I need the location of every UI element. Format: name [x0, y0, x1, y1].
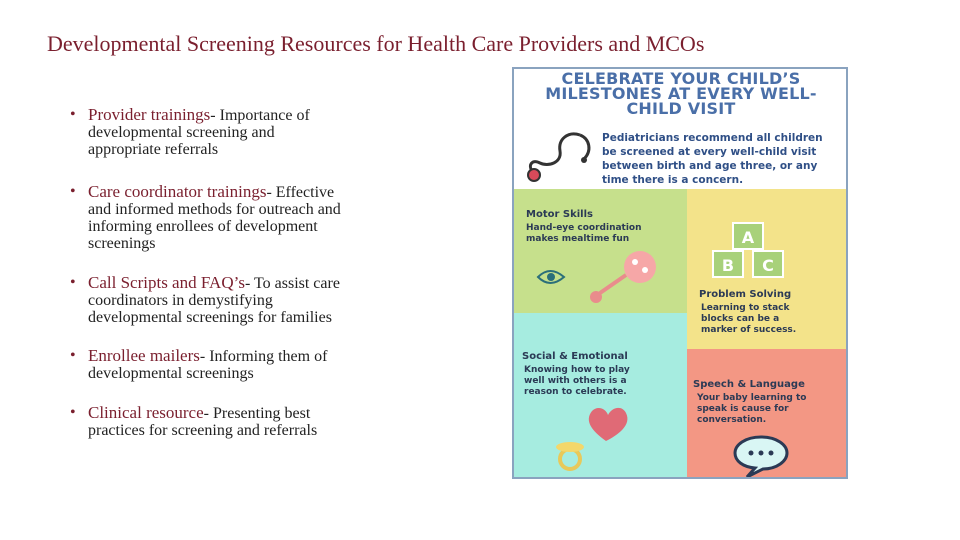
speech-language-panel [687, 349, 848, 479]
heart-and-pacifier-icon [548, 401, 648, 477]
speech-language-heading: Speech & Language [693, 379, 805, 390]
social-emotional-panel [514, 313, 687, 479]
bullet-dot-icon: • [70, 404, 76, 421]
headline-line: MILESTONES AT EVERY WELL- [545, 84, 817, 103]
speech-bubble-icon [731, 433, 791, 479]
bullet-text: developmental screenings for families [88, 309, 332, 326]
problem-solving-panel [687, 189, 848, 349]
social-line: reason to celebrate. [524, 387, 627, 397]
problem-line: Learning to stack [701, 303, 790, 313]
problem-solving-text [701, 303, 796, 336]
milestones-infographic [512, 67, 848, 479]
intro-line: Pediatricians recommend all children [602, 132, 823, 144]
bullet-text: developmental screenings [88, 365, 254, 382]
bullet-dot-icon: • [70, 274, 76, 291]
bullet-text: informing enrollees of development [88, 218, 318, 235]
block-c-label: C [762, 256, 774, 275]
problem-line: blocks can be a [701, 314, 780, 324]
problem-solving-heading: Problem Solving [699, 289, 792, 300]
abc-blocks-icon [709, 221, 799, 281]
eye-and-rattle-icon [534, 247, 674, 307]
headline-line: CHILD VISIT [626, 99, 736, 118]
block-a-label: A [741, 228, 755, 247]
bullet-provider-trainings [68, 106, 310, 158]
bullet-text: and informed methods for outreach and [88, 201, 341, 218]
speech-line: conversation. [697, 415, 767, 425]
social-emotional-text [524, 365, 630, 398]
social-emotional-heading: Social & Emotional [522, 351, 628, 362]
intro-line: time there is a concern. [602, 174, 744, 186]
bullet-text: screenings [88, 235, 156, 252]
motor-line: Hand-eye coordination [526, 223, 642, 233]
speech-language-text [697, 393, 806, 426]
bullet-highlight: Call Scripts and FAQ’s [88, 273, 245, 292]
bullet-text: - Informing them of [199, 348, 328, 365]
intro-line: between birth and age three, or any [602, 160, 818, 172]
stethoscope-icon [518, 129, 598, 185]
bullet-highlight: Enrollee mailers [88, 346, 200, 365]
speech-line: Your baby learning to [697, 393, 807, 403]
bullet-text: practices for screening and referrals [88, 422, 318, 439]
bullet-care-coordinator-trainings [68, 183, 341, 252]
intro-line: be screened at every well-child visit [602, 146, 817, 158]
bullet-dot-icon: • [70, 347, 76, 364]
block-b-label: B [721, 256, 735, 275]
headline-line: CELEBRATE YOUR CHILD’S [561, 69, 801, 88]
infographic-headline [514, 71, 848, 116]
motor-skills-heading: Motor Skills [526, 209, 593, 220]
bullet-text: - Presenting best [203, 405, 311, 422]
bullet-call-scripts [68, 274, 340, 326]
bullet-text: coordinators in demystifying [88, 292, 273, 309]
motor-skills-panel [514, 189, 687, 313]
bullet-highlight: Provider trainings [88, 105, 211, 124]
bullet-text: developmental screening and [88, 124, 275, 141]
problem-line: marker of success. [701, 325, 797, 335]
bullet-dot-icon: • [70, 183, 76, 200]
infographic-header [514, 69, 848, 189]
bullet-text: - Importance of [210, 107, 310, 124]
speech-line: speak is cause for [697, 404, 789, 414]
bullet-clinical-resource [68, 404, 317, 439]
social-line: Knowing how to play [524, 365, 630, 375]
bullet-dot-icon: • [70, 106, 76, 123]
page-title: Developmental Screening Resources for Health Care Providers and MCOs [47, 31, 705, 56]
motor-line: makes mealtime fun [526, 234, 630, 244]
bullet-highlight: Care coordinator trainings [88, 182, 267, 201]
motor-skills-text [526, 223, 642, 245]
bullet-enrollee-mailers [68, 347, 327, 382]
infographic-intro [602, 131, 846, 187]
bullet-text: - Effective [266, 184, 335, 201]
bullet-text: - To assist care [244, 275, 340, 292]
bullet-text: appropriate referrals [88, 141, 219, 158]
social-line: well with others is a [524, 376, 627, 386]
bullet-highlight: Clinical resource [88, 403, 204, 422]
